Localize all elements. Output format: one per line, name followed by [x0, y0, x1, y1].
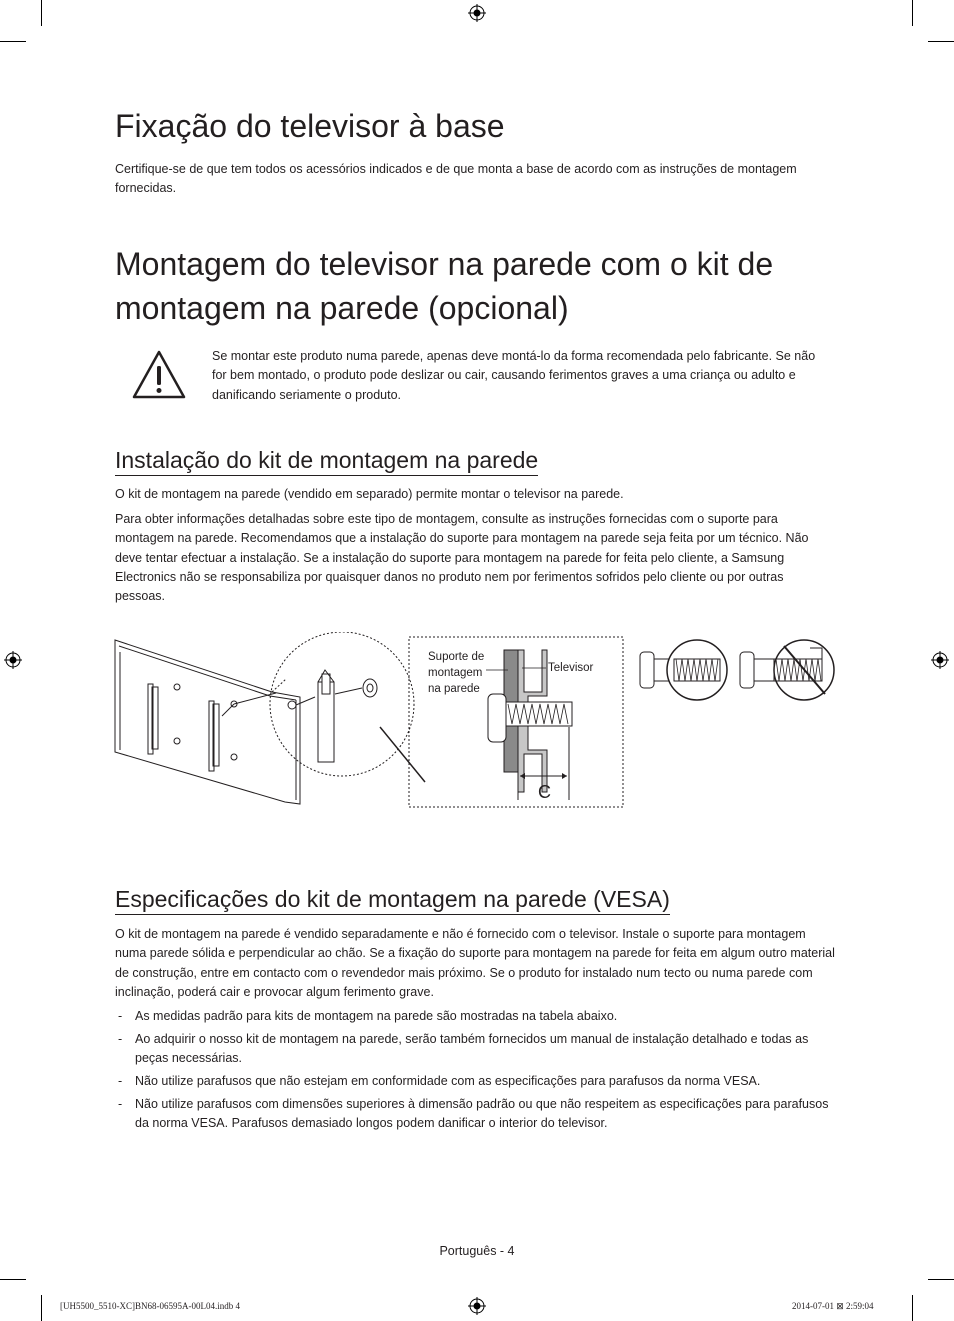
registration-mark-icon: [931, 651, 949, 669]
section-heading-vesa: Especificações do kit de montagem na parede (VESA): [115, 886, 670, 915]
incorrect-screw-icon: [740, 640, 834, 700]
crop-mark: [912, 1295, 913, 1321]
warning-triangle-icon: [131, 349, 187, 400]
registration-mark-icon: [468, 4, 486, 22]
section-title-wall-mount: Montagem do televisor na parede com o kit de montagem na parede (opcional): [115, 246, 774, 326]
registration-mark-icon: [4, 651, 22, 669]
list-item: - Não utilize parafusos com dimensões superiores à dimensão padrão ou que não respeitem as especificações para parafusos da norma VESA. Parafusos demasiado longos podem danificar o interior do televisor.: [118, 1096, 829, 1130]
page-number: Português - 4: [439, 1244, 515, 1258]
vesa-bullet-list: [115, 1007, 835, 1137]
warning-text: Se montar este produto numa parede, apenas deve montá-lo da forma recomendada pelo fabricante. Se não for bem montado, o produto pode deslizar ou cair, causando ferimentos graves a uma criança ou adulto e danificando seriamente o produto.: [212, 349, 816, 402]
crop-mark: [0, 41, 26, 42]
vesa-paragraph: O kit de montagem na parede é vendido separadamente e não é fornecido com o televisor. Instale o suporte para montagem numa parede sólida e perpendicular ao chão. Se a fixação do suporte para montagem na parede for feita em algum outro material de construção, entre em contacto com o revendedor mais próximo. Se o produto for instalado num tecto ou numa parede com inclinação, poderá cair e provocar algum ferimento grave.: [115, 927, 835, 999]
list-item: - As medidas padrão para kits de montagem na parede são mostradas na tabela abaixo.: [115, 1007, 835, 1026]
correct-screw-icon: [640, 640, 727, 700]
crop-mark: [41, 0, 42, 26]
crop-mark: [41, 1295, 42, 1321]
page-title: Fixação do televisor à base: [115, 108, 505, 144]
magnified-detail: [270, 632, 425, 782]
label-c: C: [538, 782, 551, 802]
crop-mark: [928, 1279, 954, 1280]
tv-back-illustration: [115, 640, 300, 804]
install-paragraph-1: O kit de montagem na parede (vendido em separado) permite montar o televisor na parede.: [115, 487, 624, 501]
print-slug-date: 2014-07-01 ⊠ 2:59:04: [792, 1301, 874, 1311]
label-bracket-line3: na parede: [428, 683, 480, 695]
bullet-marker: -: [118, 1009, 123, 1023]
intro-paragraph: Certifique-se de que tem todos os acessórios indicados e de que monta a base de acordo com as instruções de montagem fornecidas.: [115, 162, 797, 196]
bullet-marker: -: [118, 1096, 123, 1111]
crop-mark: [928, 41, 954, 42]
list-item: - Ao adquirir o nosso kit de montagem na parede, serão também fornecidos um manual de instalação detalhado e todas as peças necessárias.: [118, 1031, 809, 1066]
label-bracket-line1: Suporte de: [428, 651, 485, 663]
crop-mark: [0, 1279, 26, 1280]
label-tv: Televisor: [548, 662, 594, 674]
bullet-marker: -: [118, 1031, 123, 1046]
print-slug-file: [UH5500_5510-XC]BN68-06595A-00L04.indb 4: [60, 1301, 240, 1311]
section-heading-install: Instalação do kit de montagem na parede: [115, 447, 538, 476]
bullet-marker: -: [118, 1073, 123, 1088]
label-bracket-line2: montagem: [428, 667, 483, 679]
install-paragraph-2: Para obter informações detalhadas sobre este tipo de montagem, consulte as instruções fornecidas com o suporte para montagem na parede. Recomendamos que a instalação do suporte para montagem na parede seja feita por um técnico. Não deve tentar efectuar a instalação. Se a instalação do suporte para montagem na parede for feita pelo cliente, a Samsung Electronics não se responsabiliza por quaisquer danos no produto nem por ferimentos sofridos pelo cliente ou por outras pessoas.: [115, 512, 809, 604]
wall-mount-diagram: [110, 632, 840, 812]
crop-mark: [912, 0, 913, 26]
list-item: - Não utilize parafusos que não estejam em conformidade com as especificações para parafusos da norma VESA.: [115, 1072, 835, 1091]
registration-mark-icon: [468, 1297, 486, 1315]
